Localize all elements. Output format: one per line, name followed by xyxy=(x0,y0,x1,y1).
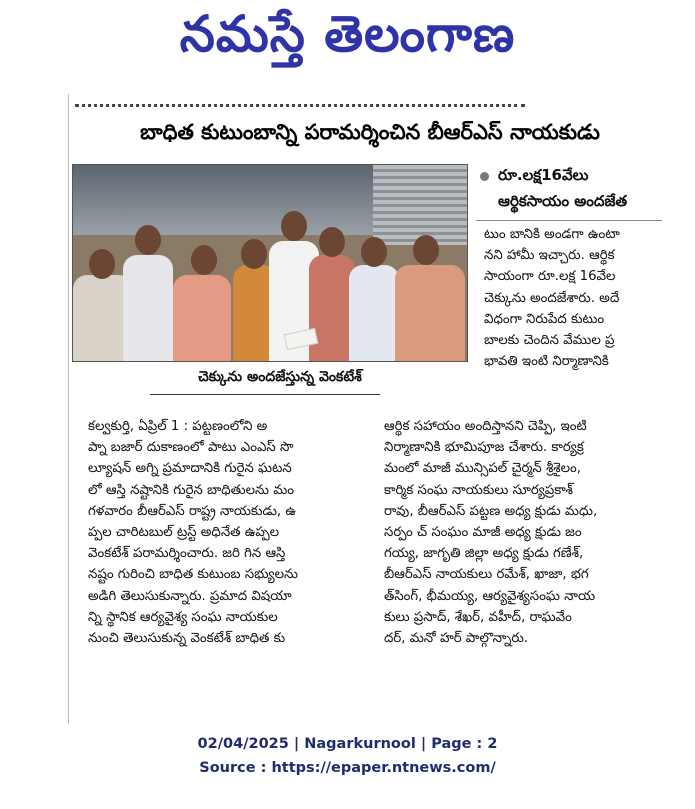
text-line: కార్మిక సంఘ నాయకులు సూర్యప్రకాశ్ xyxy=(384,482,573,498)
text-line: గయ్య, జాగృతి జిల్లా అధ్య క్షుడు గణేశ్, xyxy=(384,546,584,562)
text-line: బీఆర్ఎస్ నాయకులు రమేశ్, ఖాజా, భగ xyxy=(384,567,589,583)
article-headline xyxy=(75,116,665,154)
text-line: టుం బానికి అండగా ఉంటా xyxy=(484,227,620,242)
person-body xyxy=(349,265,399,362)
photo-crowd xyxy=(73,205,467,361)
person-head xyxy=(241,239,267,269)
text-line: నష్టం గురించి బాధిత కుటుంబ సభ్యులను xyxy=(88,567,298,583)
person-head xyxy=(191,245,217,275)
text-line: ల్యూషన్ అగ్ని ప్రమాదానికి గురైన ఘటన xyxy=(88,461,292,477)
body-column-left xyxy=(88,416,378,649)
text-line: ప్నా బజార్ దుకాణంలో పాటు ఎంఎస్ సొ xyxy=(88,440,294,456)
body-column-middle xyxy=(384,416,668,649)
article-subhead xyxy=(476,166,676,218)
text-line: భావతి ఇంటి నిర్మాణానికి xyxy=(484,354,609,370)
person-body xyxy=(173,275,231,362)
text-line: న్ని స్థానిక ఆర్యవైశ్య సంఘ నాయకుల xyxy=(88,609,278,625)
body-column-right-top xyxy=(484,224,668,372)
edition-info: 02/04/2025 | Nagarkurnool | Page : 2 xyxy=(197,736,498,752)
person-head xyxy=(281,211,307,241)
text-line: సాయంగా రూ.లక్ష 16వేల xyxy=(484,269,616,285)
person-head xyxy=(413,235,439,265)
text-line: నని హామీ ఇచ్చారు. ఆర్థిక xyxy=(484,248,615,264)
text-line: సర్పం చ్ సంఘం మాజీ అధ్య క్షుడు జం xyxy=(384,524,582,540)
newspaper-masthead xyxy=(0,0,695,80)
text-line: త్‌సింగ్, భీమయ్య, ఆర్యవైశ్యసంఘ నాయ xyxy=(384,588,596,604)
caption-underline xyxy=(150,394,380,395)
text-line: నిర్మాణానికి భూమిపూజ చేశారు. కార్యక్ర xyxy=(384,440,584,456)
person-head xyxy=(319,227,345,257)
headline-text: బాధిత కుటుంబాన్ని పరామర్శించిన బీఆర్ఎస్ నాయకుడు xyxy=(140,120,600,144)
text-line: బాలకు చెందిన వేముల ప్ర xyxy=(484,332,615,348)
person-head xyxy=(361,237,387,267)
photo-caption-text: చెక్కును అందజేస్తున్న వెంకటేశ్ xyxy=(198,368,362,385)
text-line: చెక్కును అందజేశారు. అదే xyxy=(484,290,620,306)
person-body xyxy=(395,265,465,362)
text-line: కులు ప్రసాద్, శేఖర్, వహీద్, రాఘవేం xyxy=(384,609,572,625)
person-head xyxy=(89,249,115,279)
text-line: ప్పల చారిటబుల్ ట్రస్ట్ అధినేత ఉప్పల xyxy=(88,524,280,540)
text-line: విధంగా నిరుపేద కుటుం xyxy=(484,311,605,327)
person-head xyxy=(135,225,161,255)
text-line: కల్వకుర్తి, ఏప్రిల్ 1 : పట్టణంలోని అ xyxy=(88,419,268,434)
bullet-icon xyxy=(480,172,489,181)
text-line: రావు, బీఆర్ఎస్ పట్టణ అధ్య క్షుడు మధు, xyxy=(384,503,598,519)
text-line: నుంచి తెలుసుకున్న వెంకటేశ్ బాధిత కు xyxy=(88,630,286,646)
text-line: లో ఆస్తి నష్టానికి గురైన బాధితులను మం xyxy=(88,482,294,498)
subhead-line-1: రూ.లక్ష16వేలు xyxy=(498,166,589,184)
text-line: అడిగి తెలుసుకున్నారు. ప్రమాద విషయా xyxy=(88,588,292,604)
text-line: దర్, మనో హర్ పాల్గొన్నారు. xyxy=(384,630,529,646)
text-line: గళవారం బీఆర్ఎస్ రాష్ట్ర నాయకుడు, ఉ xyxy=(88,503,296,519)
masthead-title: నమస్తే తెలంగాణ xyxy=(179,4,516,63)
source-link[interactable]: Source : https://epaper.ntnews.com/ xyxy=(199,760,496,776)
article-photo xyxy=(72,164,468,362)
subhead-line-2: ఆర్థికసాయం అందజేత xyxy=(498,192,628,210)
person-body xyxy=(123,255,173,362)
photo-caption xyxy=(150,364,410,392)
text-line: ఆర్థిక సహాయం అందిస్తానని చెప్పి, ఇంటి xyxy=(384,419,587,434)
text-line: మంలో మాజీ మున్సిపల్ చైర్మన్ శ్రీశైలం, xyxy=(384,461,581,477)
page-footer xyxy=(0,736,695,784)
text-line: వెంకటేశ్ పరామర్శించారు. జరి గిన ఆస్తి xyxy=(88,546,286,562)
clip-cut-edge xyxy=(75,98,525,107)
subhead-divider xyxy=(476,220,662,221)
